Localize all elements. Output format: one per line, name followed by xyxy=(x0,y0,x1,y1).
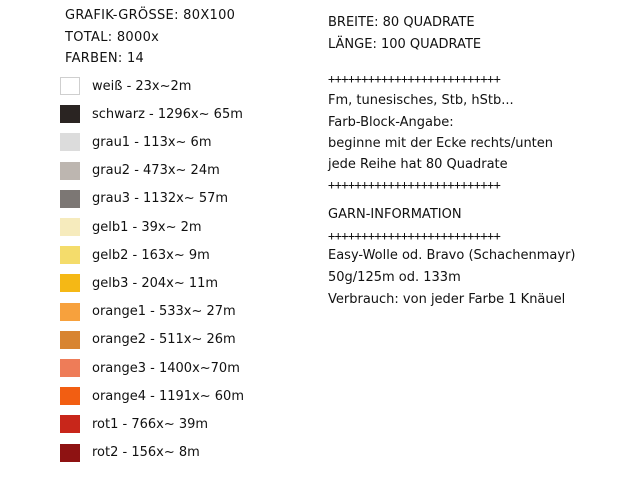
block-instruction-2: jede Reihe hat 80 Quadrate xyxy=(328,157,508,172)
color-swatch xyxy=(60,444,80,462)
palette-item xyxy=(60,329,236,351)
color-swatch xyxy=(60,190,80,208)
grafik-size-label: GRAFIK-GRÖSSE: 80X100 xyxy=(65,8,236,23)
palette-item xyxy=(60,75,191,97)
color-swatch xyxy=(60,331,80,349)
palette-item xyxy=(60,131,212,153)
length-label: LÄNGE: 100 QUADRATE xyxy=(328,37,482,52)
palette-item xyxy=(60,188,228,210)
total-label: TOTAL: 8000x xyxy=(65,30,160,45)
color-label: grau3 - 1132x~ 57m xyxy=(92,191,229,207)
separator-line: ++++++++++++++++++++++++++ xyxy=(328,72,501,86)
color-swatch xyxy=(60,415,80,433)
palette-item xyxy=(60,442,200,464)
color-label: gelb1 - 39x~ 2m xyxy=(92,219,202,235)
width-label: BREITE: 80 QUADRATE xyxy=(328,15,475,30)
color-swatch xyxy=(60,246,80,264)
color-swatch xyxy=(60,77,80,95)
color-label: grau2 - 473x~ 24m xyxy=(92,163,220,179)
color-swatch xyxy=(60,274,80,292)
palette-item xyxy=(60,301,236,323)
color-swatch xyxy=(60,133,80,151)
color-label: orange1 - 533x~ 27m xyxy=(92,304,236,320)
color-swatch xyxy=(60,105,80,123)
color-label: rot2 - 156x~ 8m xyxy=(92,445,200,461)
info-panel xyxy=(320,0,640,480)
separator-line: ++++++++++++++++++++++++++ xyxy=(328,229,501,243)
block-heading: Farb-Block-Angabe: xyxy=(328,115,454,130)
palette-item xyxy=(60,385,244,407)
color-swatch xyxy=(60,162,80,180)
palette-item xyxy=(60,160,220,182)
palette-item xyxy=(60,357,240,379)
color-label: gelb2 - 163x~ 9m xyxy=(92,247,210,263)
color-label: orange3 - 1400x~70m xyxy=(92,360,240,376)
stitch-types: Fm, tunesisches, Stb, hStb... xyxy=(328,93,514,108)
color-label: grau1 - 113x~ 6m xyxy=(92,134,212,150)
color-swatch xyxy=(60,218,80,236)
palette-item xyxy=(60,103,243,125)
palette-item xyxy=(60,413,208,435)
yarn-weight: 50g/125m od. 133m xyxy=(328,270,461,285)
palette-item xyxy=(60,216,202,238)
palette-item xyxy=(60,272,218,294)
color-label: orange4 - 1191x~ 60m xyxy=(92,388,244,404)
color-label: orange2 - 511x~ 26m xyxy=(92,332,236,348)
color-swatch xyxy=(60,359,80,377)
color-label: gelb3 - 204x~ 11m xyxy=(92,275,219,291)
color-swatch xyxy=(60,303,80,321)
colors-count-label: FARBEN: 14 xyxy=(65,51,145,66)
color-label: rot1 - 766x~ 39m xyxy=(92,416,209,432)
yarn-brand: Easy-Wolle od. Bravo (Schachenmayr) xyxy=(328,248,576,263)
color-swatch xyxy=(60,387,80,405)
color-label: weiß - 23x~2m xyxy=(92,78,192,94)
separator-line: ++++++++++++++++++++++++++ xyxy=(328,178,501,192)
color-label: schwarz - 1296x~ 65m xyxy=(92,106,243,122)
block-instruction-1: beginne mit der Ecke rechts/unten xyxy=(328,136,554,151)
yarn-heading: GARN-INFORMATION xyxy=(328,207,462,222)
palette-item xyxy=(60,244,210,266)
yarn-usage: Verbrauch: von jeder Farbe 1 Knäuel xyxy=(328,292,566,307)
